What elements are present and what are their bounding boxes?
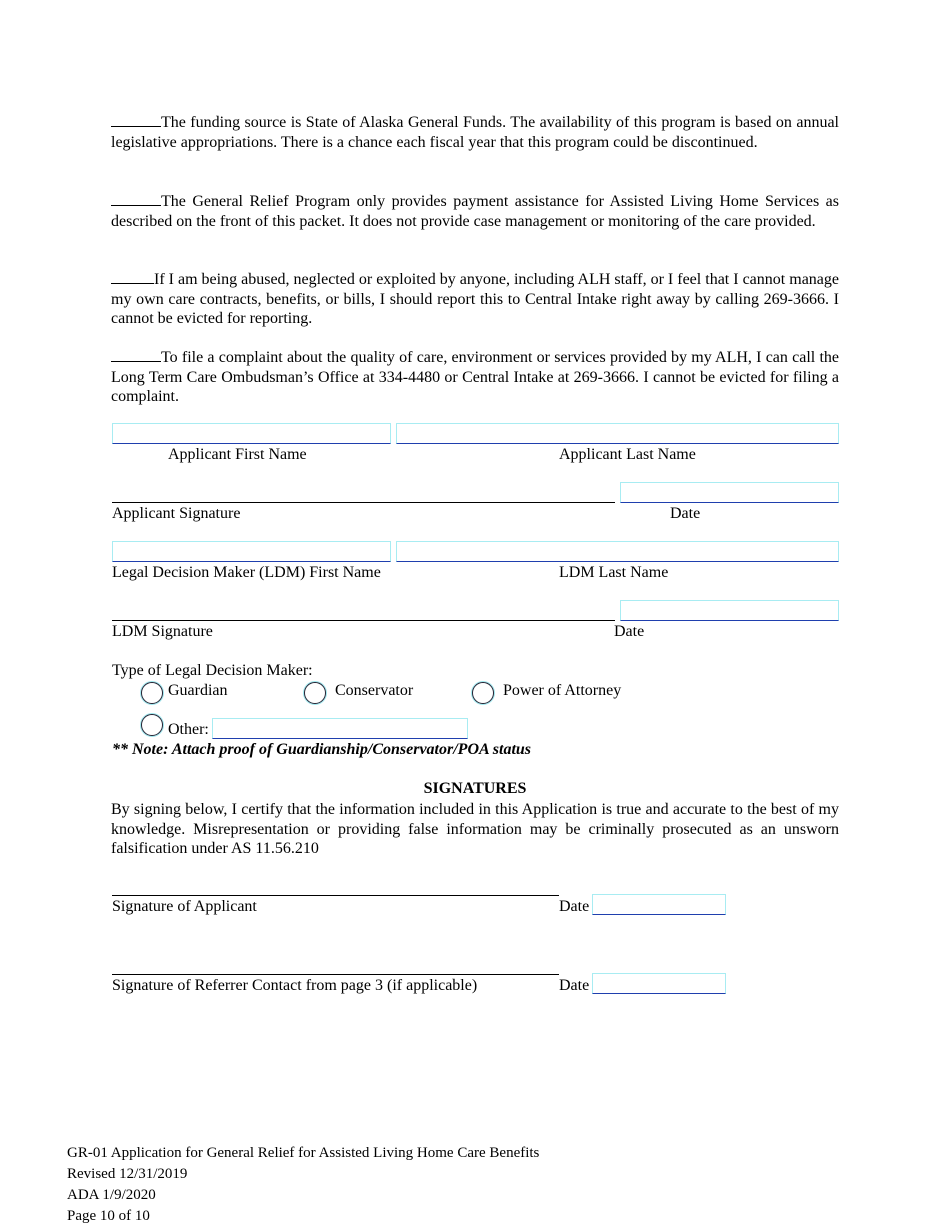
ack-text: To file a complaint about the quality of care, environment or services provided by my ALH, I can call the Long Term Care Ombudsman’s Office at 334-4480 or Central Intake at 269-3666. I cannot be evicted for filing a complaint. xyxy=(111,349,839,405)
ldm-type-label: Type of Legal Decision Maker: xyxy=(112,662,313,679)
ldm-first-name-input[interactable] xyxy=(112,541,391,562)
initial-blank xyxy=(111,269,154,284)
footer-ada: ADA 1/9/2020 xyxy=(67,1187,156,1203)
certify-paragraph: By signing below, I certify that the information included in this Application is true and accurate to the best of my knowledge. Misrepresentation or providing false information may be criminally prosecuted as an unsworn falsification under AS 11.56.210 xyxy=(111,801,839,857)
other-label: Other: xyxy=(168,721,209,738)
applicant-final-signature-line[interactable] xyxy=(112,895,559,896)
ack-text: If I am being abused, neglected or exploited by anyone, including ALH staff, or I feel that I cannot manage my own care contracts, benefits, or bills, I should report this to Central Intake right away by calling 269-3666. I cannot be evicted for reporting. xyxy=(111,271,839,327)
applicant-date-label: Date xyxy=(670,505,701,522)
applicant-signature-line[interactable] xyxy=(112,502,615,503)
signature-of-referrer-label: Signature of Referrer Contact from page 3 (if applicable) xyxy=(112,977,478,994)
applicant-final-date-input[interactable] xyxy=(592,894,726,915)
ack-paragraph-complaint xyxy=(111,347,839,407)
power-of-attorney-radio[interactable] xyxy=(472,682,494,704)
footer-page-number: Page 10 of 10 xyxy=(67,1208,150,1224)
conservator-radio[interactable] xyxy=(304,682,326,704)
referrer-date-label: Date xyxy=(559,977,590,994)
other-type-input[interactable] xyxy=(212,718,468,739)
signatures-heading: SIGNATURES xyxy=(423,780,527,797)
guardian-radio[interactable] xyxy=(141,682,163,704)
ldm-last-name-label: LDM Last Name xyxy=(559,564,669,581)
ldm-first-name-label: Legal Decision Maker (LDM) First Name xyxy=(112,564,381,581)
footer xyxy=(67,1143,539,1227)
applicant-first-name-input[interactable] xyxy=(112,423,391,444)
initial-blank xyxy=(111,112,161,127)
proof-note: ** Note: Attach proof of Guardianship/Conservator/POA status xyxy=(112,741,532,758)
power-of-attorney-label: Power of Attorney xyxy=(503,682,622,699)
referrer-date-input[interactable] xyxy=(592,973,726,994)
ldm-last-name-input[interactable] xyxy=(396,541,839,562)
applicant-first-name-label: Applicant First Name xyxy=(168,446,307,463)
initial-blank xyxy=(111,191,161,206)
ldm-signature-line[interactable] xyxy=(112,620,615,621)
ack-text: The funding source is State of Alaska General Funds. The availability of this program is based on annual legislative appropriations. There is a chance each fiscal year that this program could be discontinued. xyxy=(111,114,839,151)
ldm-signature-label: LDM Signature xyxy=(112,623,213,640)
conservator-label: Conservator xyxy=(335,682,414,699)
ack-paragraph-funding xyxy=(111,112,839,152)
applicant-last-name-label: Applicant Last Name xyxy=(559,446,696,463)
ack-text: The General Relief Program only provides payment assistance for Assisted Living Home Services as described on the front of this packet. It does not provide case management or monitoring of the care provided. xyxy=(111,193,839,230)
ack-paragraph-services xyxy=(111,191,839,231)
footer-revised: Revised 12/31/2019 xyxy=(67,1166,188,1182)
footer-form-title: GR-01 Application for General Relief for Assisted Living Home Care Benefits xyxy=(67,1145,540,1161)
applicant-signature-date-input[interactable] xyxy=(620,482,839,503)
other-radio[interactable] xyxy=(141,714,163,736)
ldm-date-label: Date xyxy=(614,623,645,640)
guardian-label: Guardian xyxy=(168,682,228,699)
signature-of-applicant-label: Signature of Applicant xyxy=(112,898,257,915)
referrer-signature-line[interactable] xyxy=(112,974,559,975)
applicant-final-date-label: Date xyxy=(559,898,590,915)
ldm-signature-date-input[interactable] xyxy=(620,600,839,621)
applicant-last-name-input[interactable] xyxy=(396,423,839,444)
ack-paragraph-abuse xyxy=(111,269,839,329)
initial-blank xyxy=(111,347,161,362)
applicant-signature-label: Applicant Signature xyxy=(112,505,241,522)
